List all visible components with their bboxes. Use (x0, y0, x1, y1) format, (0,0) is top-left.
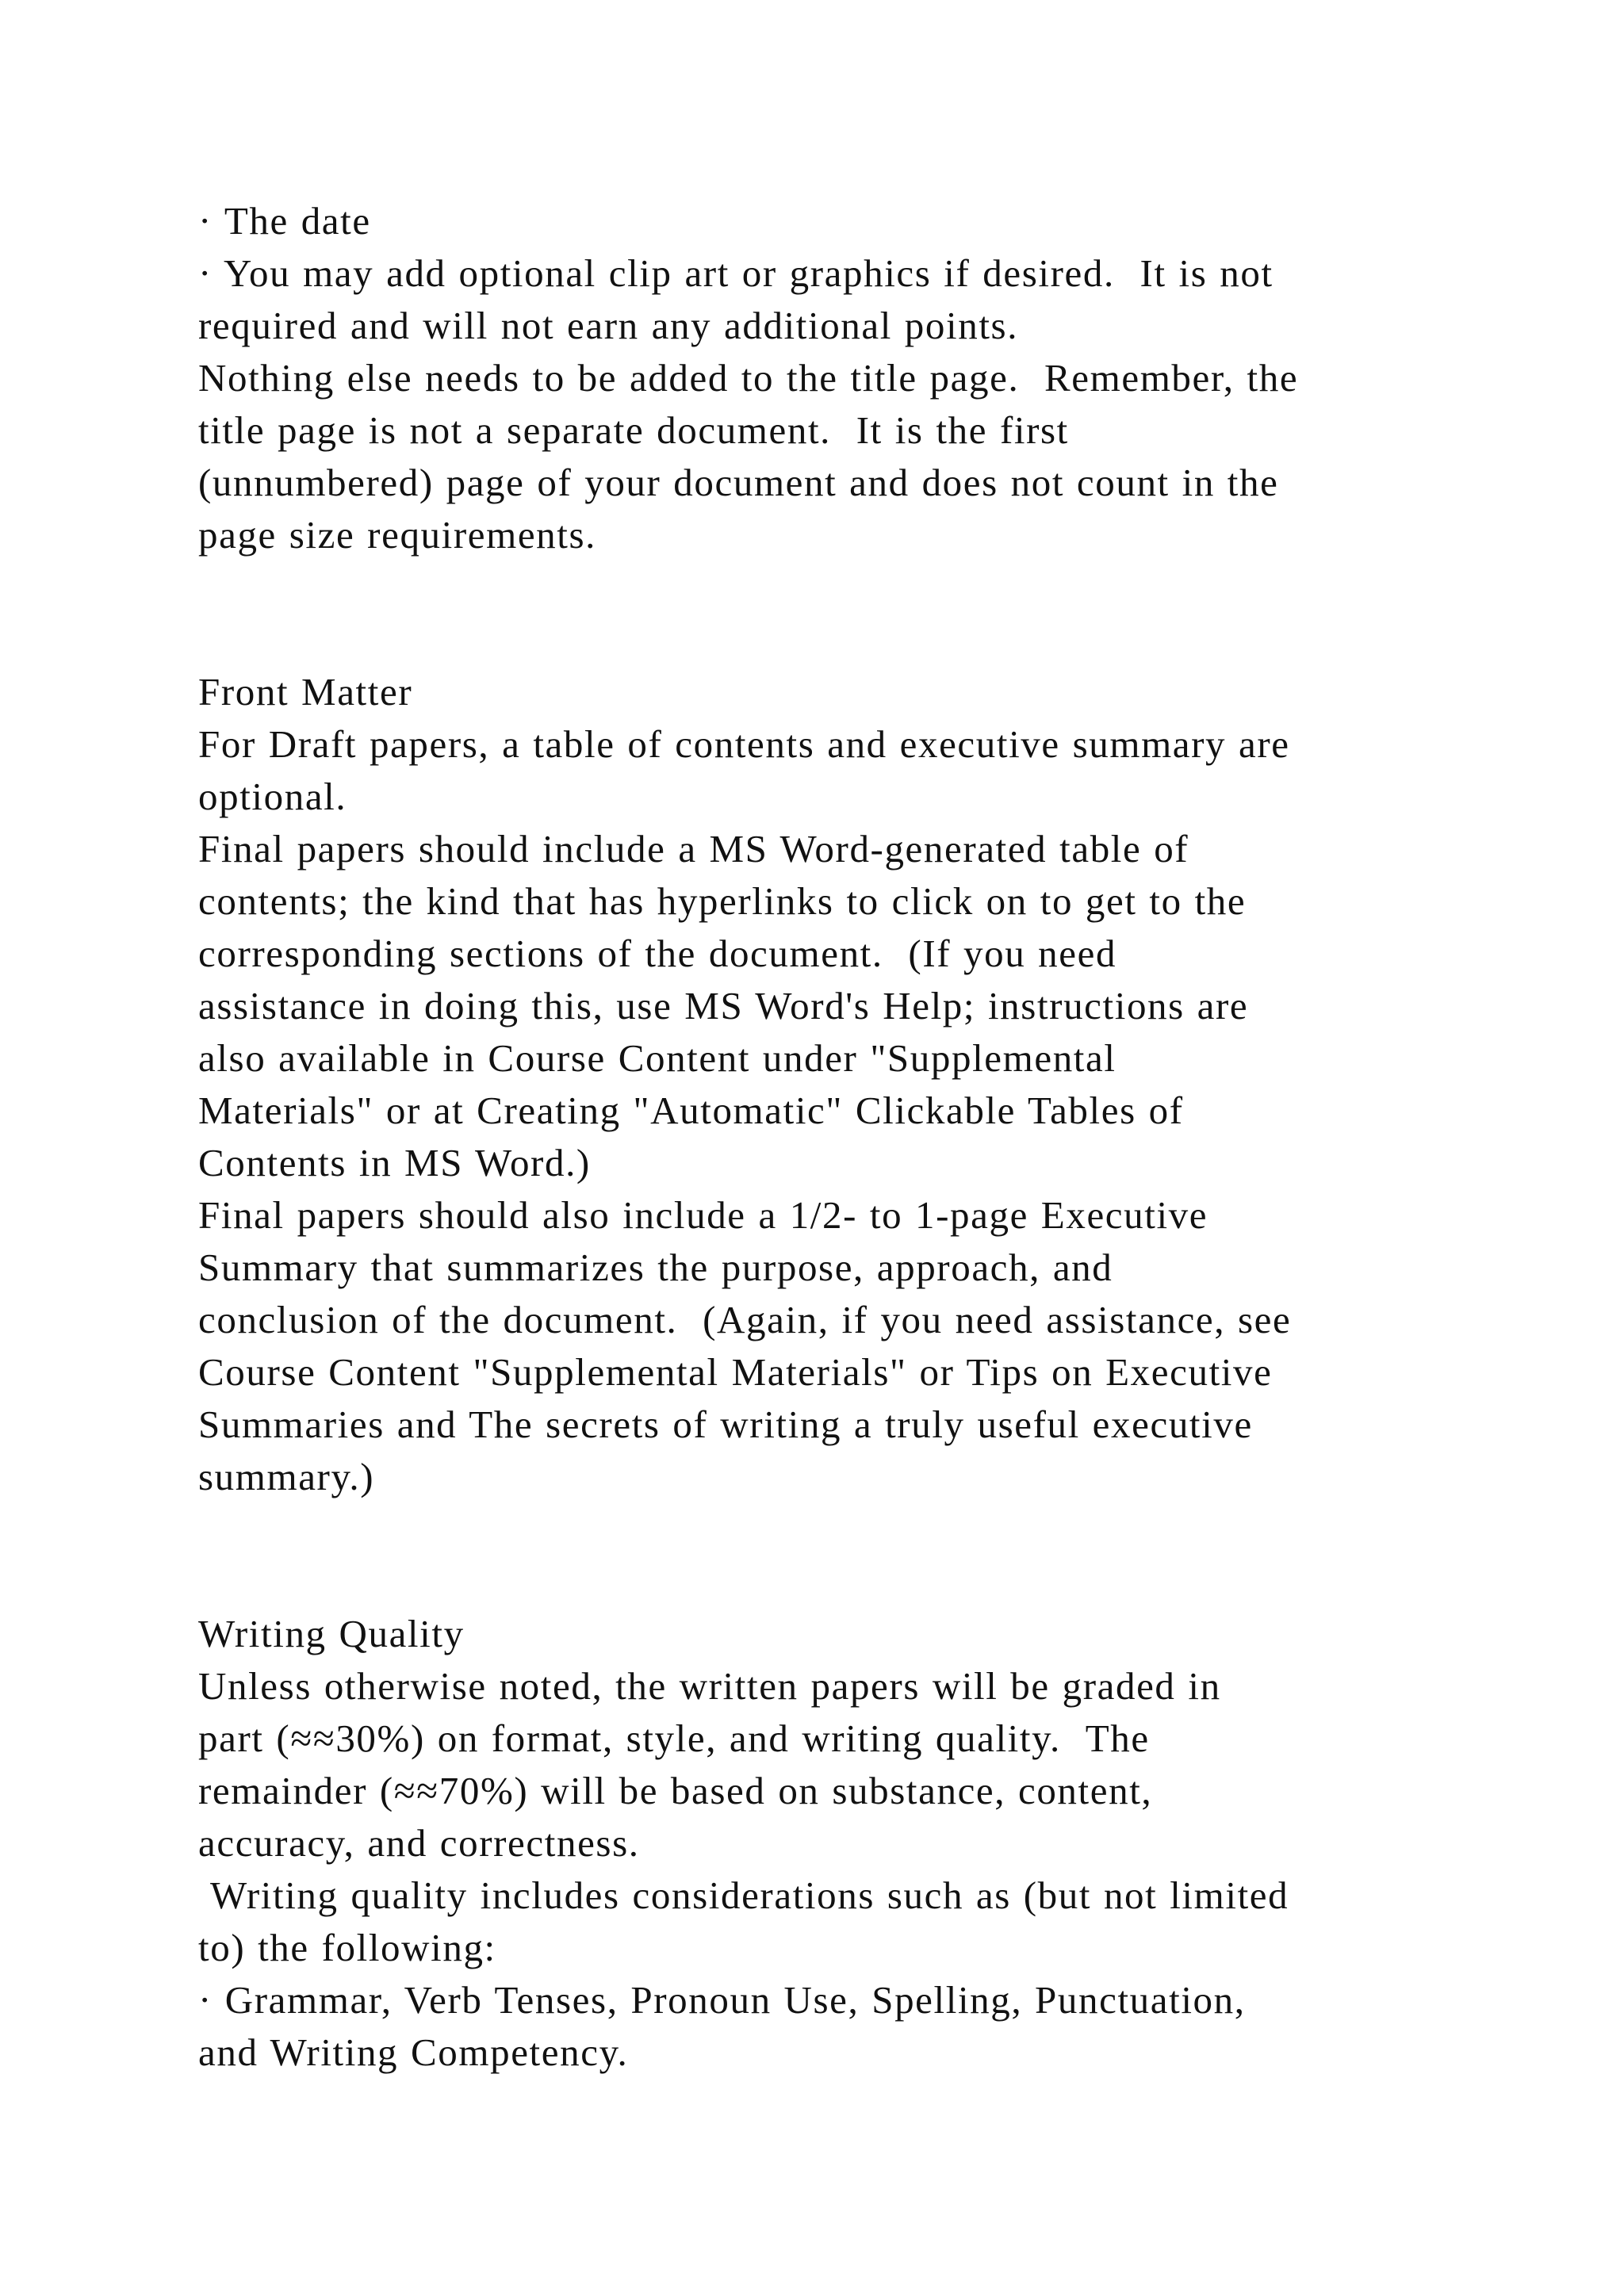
writing-quality-section (198, 1608, 1546, 2079)
document-page (198, 195, 1546, 2079)
paragraph-line: Unless otherwise noted, the written papers will be graded in (198, 1664, 1221, 1708)
paragraph-line: Summaries and The secrets of writing a truly useful executive (198, 1402, 1253, 1446)
paragraph-line: summary.) (198, 1455, 375, 1498)
section-heading-writing-quality: Writing Quality (198, 1612, 465, 1655)
section-spacer (198, 561, 1546, 666)
paragraph-line: assistance in doing this, use MS Word's Help; instructions are (198, 984, 1249, 1027)
paragraph-line: part (≈≈30%) on format, style, and writing quality. The (198, 1716, 1150, 1760)
paragraph-line: optional. (198, 775, 347, 818)
paragraph-line: Final papers should include a MS Word-generated table of (198, 827, 1189, 871)
paragraph-line: accuracy, and correctness. (198, 1821, 640, 1865)
paragraph-line: and Writing Competency. (198, 2030, 629, 2074)
paragraph-line: Materials" or at Creating "Automatic" Clickable Tables of (198, 1089, 1184, 1132)
paragraph-line: remainder (≈≈70%) will be based on substance, content, (198, 1769, 1153, 1812)
paragraph-line: to) the following: (198, 1926, 496, 1969)
paragraph-line: also available in Course Content under "Supplemental (198, 1036, 1116, 1080)
paragraph-line: page size requirements. (198, 513, 597, 557)
paragraph-line: Contents in MS Word.) (198, 1141, 591, 1184)
paragraph-line: contents; the kind that has hyperlinks to click on to get to the (198, 879, 1247, 923)
paragraph-line: (unnumbered) page of your document and does not count in the (198, 461, 1279, 504)
section-heading-front-matter: Front Matter (198, 670, 413, 714)
bullet-item-clip-art: · You may add optional clip art or graphics if desired. It is not (198, 251, 1274, 295)
bullet-item-grammar: · Grammar, Verb Tenses, Pronoun Use, Spelling, Punctuation, (198, 1978, 1246, 2022)
bullet-item-date: · The date (198, 199, 371, 243)
title-page-section (198, 195, 1546, 561)
paragraph-line: For Draft papers, a table of contents and executive summary are (198, 722, 1290, 766)
paragraph-line: Final papers should also include a 1/2- to 1-page Executive (198, 1193, 1208, 1237)
paragraph-line: corresponding sections of the document. (If you need (198, 932, 1117, 975)
front-matter-section (198, 666, 1546, 1503)
paragraph-line: title page is not a separate document. It is the first (198, 408, 1069, 452)
paragraph-line: Summary that summarizes the purpose, approach, and (198, 1246, 1113, 1289)
paragraph-line: Course Content "Supplemental Materials" or Tips on Executive (198, 1350, 1273, 1394)
paragraph-line: conclusion of the document. (Again, if you need assistance, see (198, 1298, 1292, 1341)
paragraph-line: Nothing else needs to be added to the title page. Remember, the (198, 356, 1299, 400)
section-spacer (198, 1503, 1546, 1608)
paragraph-line: Writing quality includes considerations such as (but not limited (198, 1873, 1289, 1917)
paragraph-line: required and will not earn any additional points. (198, 304, 1019, 347)
